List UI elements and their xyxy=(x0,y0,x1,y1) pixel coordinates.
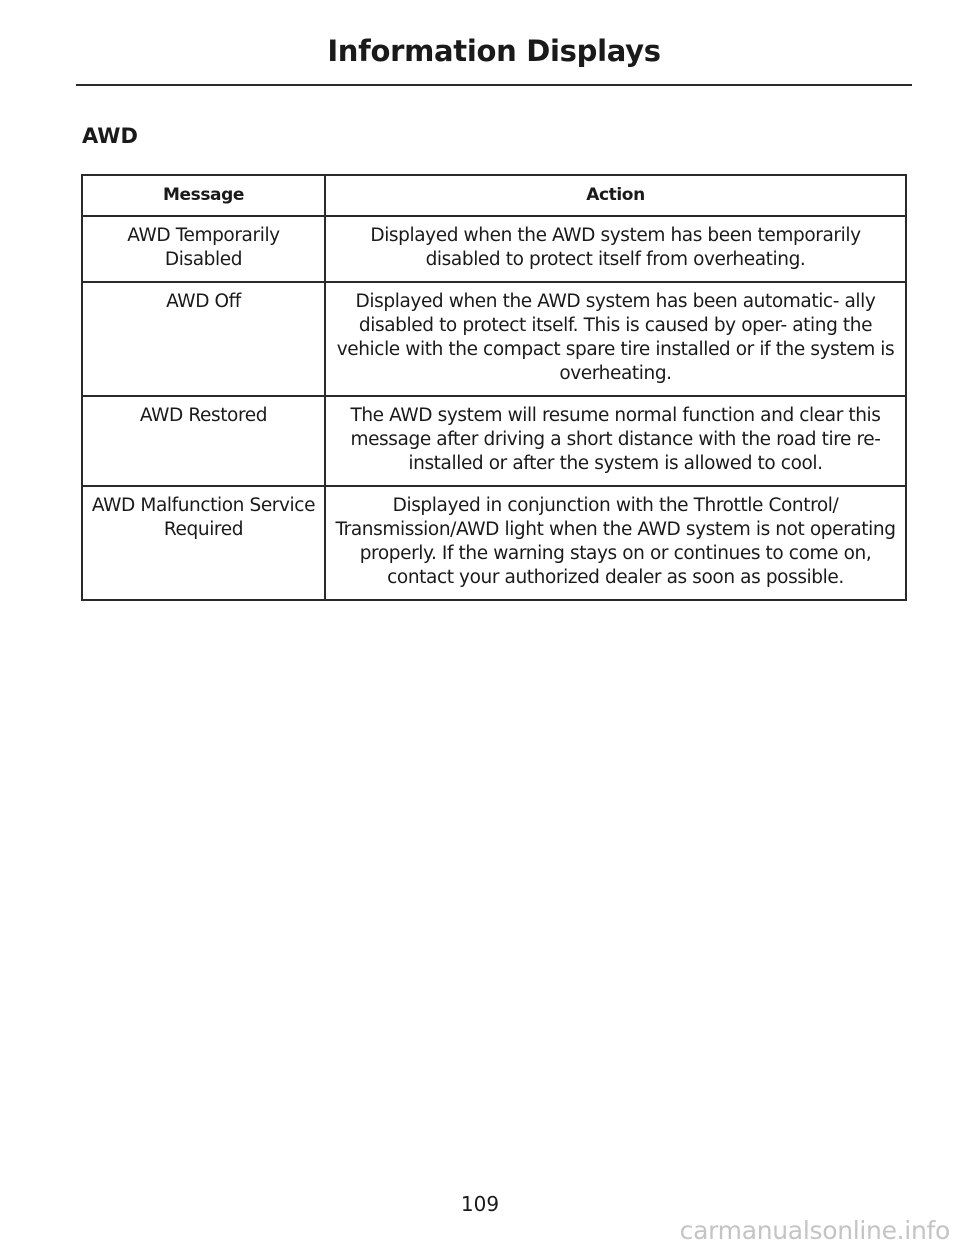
action-cell: Displayed when the AWD system has been automatic- ally disabled to protect itself. This is caused by oper- ating the vehicle with the compact spare tire installed or if the system is overheating. xyxy=(325,282,906,396)
awd-message-table xyxy=(81,174,907,601)
table-row xyxy=(82,282,906,396)
table-row xyxy=(82,486,906,600)
message-cell: AWD Off xyxy=(82,282,325,396)
page-title: Information Displays xyxy=(327,34,661,68)
section-heading: AWD xyxy=(82,124,138,148)
action-cell: The AWD system will resume normal function and clear this message after driving a short distance with the road tire re-installed or after the system is allowed to cool. xyxy=(325,396,906,486)
table-header-row xyxy=(82,175,906,216)
action-cell: Displayed in conjunction with the Throttle Control/ Transmission/AWD light when the AWD system is not operating properly. If the warning stays on or continues to come on, contact your authorized dealer as soon as possible. xyxy=(325,486,906,600)
page-header xyxy=(76,28,912,86)
table-row xyxy=(82,396,906,486)
page-number: 109 xyxy=(460,1192,500,1216)
message-cell: AWD Malfunction Service Required xyxy=(82,486,325,600)
message-cell: AWD Temporarily Disabled xyxy=(82,216,325,282)
message-cell: AWD Restored xyxy=(82,396,325,486)
column-header-action: Action xyxy=(325,175,906,216)
column-header-message: Message xyxy=(82,175,325,216)
table-row xyxy=(82,216,906,282)
watermark-text: carmanualsonline.info xyxy=(679,1216,950,1245)
action-cell: Displayed when the AWD system has been temporarily disabled to protect itself from overheating. xyxy=(325,216,906,282)
